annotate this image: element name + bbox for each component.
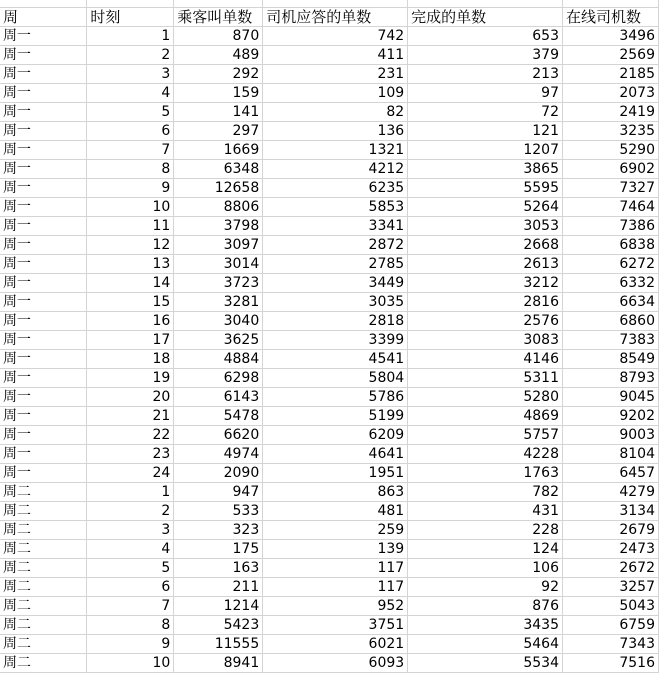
- value-cell[interactable]: 18: [87, 350, 174, 369]
- value-cell[interactable]: 16: [87, 312, 174, 331]
- value-cell[interactable]: 6093: [263, 654, 408, 673]
- value-cell[interactable]: 947: [174, 483, 263, 502]
- day-cell[interactable]: 周二: [0, 521, 87, 540]
- value-cell[interactable]: 228: [408, 521, 563, 540]
- value-cell[interactable]: 11555: [174, 635, 263, 654]
- value-cell[interactable]: 3257: [563, 578, 659, 597]
- day-cell[interactable]: 周一: [0, 369, 87, 388]
- value-cell[interactable]: 6902: [563, 160, 659, 179]
- empty-cell[interactable]: [563, 0, 659, 8]
- value-cell[interactable]: 379: [408, 46, 563, 65]
- day-cell[interactable]: 周二: [0, 559, 87, 578]
- value-cell[interactable]: 6235: [263, 179, 408, 198]
- value-cell[interactable]: 121: [408, 122, 563, 141]
- header-cell[interactable]: 完成的单数: [408, 8, 563, 27]
- value-cell[interactable]: 3040: [174, 312, 263, 331]
- day-cell[interactable]: 周二: [0, 502, 87, 521]
- value-cell[interactable]: 3399: [263, 331, 408, 350]
- value-cell[interactable]: 231: [263, 65, 408, 84]
- table-row: [0, 426, 659, 445]
- value-cell[interactable]: 3449: [263, 274, 408, 293]
- value-cell[interactable]: 9: [87, 635, 174, 654]
- table-row: [0, 46, 659, 65]
- table-row: [0, 27, 659, 46]
- value-cell[interactable]: 5478: [174, 407, 263, 426]
- value-cell[interactable]: 323: [174, 521, 263, 540]
- day-cell[interactable]: 周一: [0, 388, 87, 407]
- value-cell[interactable]: 22: [87, 426, 174, 445]
- value-cell[interactable]: 8: [87, 160, 174, 179]
- value-cell[interactable]: 109: [263, 84, 408, 103]
- value-cell[interactable]: 1: [87, 483, 174, 502]
- value-cell[interactable]: 213: [408, 65, 563, 84]
- value-cell[interactable]: 6838: [563, 236, 659, 255]
- value-cell[interactable]: 10: [87, 654, 174, 673]
- value-cell[interactable]: 8549: [563, 350, 659, 369]
- value-cell[interactable]: 6: [87, 122, 174, 141]
- value-cell[interactable]: 24: [87, 464, 174, 483]
- value-cell[interactable]: 431: [408, 502, 563, 521]
- table-row: [0, 274, 659, 293]
- value-cell[interactable]: 5043: [563, 597, 659, 616]
- day-cell[interactable]: 周一: [0, 179, 87, 198]
- value-cell[interactable]: 3496: [563, 27, 659, 46]
- table-row: [0, 84, 659, 103]
- value-cell[interactable]: 2818: [263, 312, 408, 331]
- value-cell[interactable]: 5: [87, 559, 174, 578]
- value-cell[interactable]: 2: [87, 46, 174, 65]
- value-cell[interactable]: 3053: [408, 217, 563, 236]
- day-cell[interactable]: 周一: [0, 122, 87, 141]
- value-cell[interactable]: 7: [87, 141, 174, 160]
- table-row: [0, 388, 659, 407]
- value-cell[interactable]: 117: [263, 559, 408, 578]
- value-cell[interactable]: 4641: [263, 445, 408, 464]
- value-cell[interactable]: 297: [174, 122, 263, 141]
- value-cell[interactable]: 292: [174, 65, 263, 84]
- value-cell[interactable]: 10: [87, 198, 174, 217]
- day-cell[interactable]: 周一: [0, 46, 87, 65]
- value-cell[interactable]: 4146: [408, 350, 563, 369]
- table-row: [0, 103, 659, 122]
- table-row: [0, 578, 659, 597]
- value-cell[interactable]: 3: [87, 521, 174, 540]
- day-cell[interactable]: 周一: [0, 407, 87, 426]
- value-cell[interactable]: 7: [87, 597, 174, 616]
- day-cell[interactable]: 周一: [0, 141, 87, 160]
- day-cell[interactable]: 周一: [0, 445, 87, 464]
- value-cell[interactable]: 14: [87, 274, 174, 293]
- value-cell[interactable]: 3035: [263, 293, 408, 312]
- value-cell[interactable]: 863: [263, 483, 408, 502]
- day-cell[interactable]: 周一: [0, 274, 87, 293]
- value-cell[interactable]: 7343: [563, 635, 659, 654]
- day-cell[interactable]: 周二: [0, 616, 87, 635]
- value-cell[interactable]: 12658: [174, 179, 263, 198]
- table-row: [0, 141, 659, 160]
- table-row: [0, 597, 659, 616]
- value-cell[interactable]: 4869: [408, 407, 563, 426]
- table-row: [0, 312, 659, 331]
- value-cell[interactable]: 6457: [563, 464, 659, 483]
- day-cell[interactable]: 周二: [0, 597, 87, 616]
- value-cell[interactable]: 8941: [174, 654, 263, 673]
- value-cell[interactable]: 5290: [563, 141, 659, 160]
- value-cell[interactable]: 3014: [174, 255, 263, 274]
- value-cell[interactable]: 2872: [263, 236, 408, 255]
- value-cell[interactable]: 5853: [263, 198, 408, 217]
- value-cell[interactable]: 952: [263, 597, 408, 616]
- partial-row: [0, 0, 659, 8]
- day-cell[interactable]: 周一: [0, 293, 87, 312]
- value-cell[interactable]: 3212: [408, 274, 563, 293]
- day-cell[interactable]: 周一: [0, 217, 87, 236]
- value-cell[interactable]: 6348: [174, 160, 263, 179]
- value-cell[interactable]: 3435: [408, 616, 563, 635]
- value-cell[interactable]: 3083: [408, 331, 563, 350]
- value-cell[interactable]: 124: [408, 540, 563, 559]
- value-cell[interactable]: 7327: [563, 179, 659, 198]
- value-cell[interactable]: 4: [87, 84, 174, 103]
- value-cell[interactable]: 742: [263, 27, 408, 46]
- value-cell[interactable]: 1: [87, 27, 174, 46]
- value-cell[interactable]: 6634: [563, 293, 659, 312]
- value-cell[interactable]: 1669: [174, 141, 263, 160]
- table-row: [0, 217, 659, 236]
- day-cell[interactable]: 周一: [0, 236, 87, 255]
- day-cell[interactable]: 周一: [0, 312, 87, 331]
- value-cell[interactable]: 1207: [408, 141, 563, 160]
- day-cell[interactable]: 周一: [0, 103, 87, 122]
- value-cell[interactable]: 6860: [563, 312, 659, 331]
- header-row: [0, 8, 659, 27]
- day-cell[interactable]: 周二: [0, 483, 87, 502]
- table-row: [0, 521, 659, 540]
- value-cell[interactable]: 533: [174, 502, 263, 521]
- value-cell[interactable]: 20: [87, 388, 174, 407]
- value-cell[interactable]: 21: [87, 407, 174, 426]
- value-cell[interactable]: 117: [263, 578, 408, 597]
- day-cell[interactable]: 周二: [0, 654, 87, 673]
- table-row: [0, 483, 659, 502]
- value-cell[interactable]: 3341: [263, 217, 408, 236]
- day-cell[interactable]: 周一: [0, 198, 87, 217]
- table-row: [0, 65, 659, 84]
- day-cell[interactable]: 周二: [0, 578, 87, 597]
- value-cell[interactable]: 481: [263, 502, 408, 521]
- value-cell[interactable]: 870: [174, 27, 263, 46]
- value-cell[interactable]: 1321: [263, 141, 408, 160]
- value-cell[interactable]: 7516: [563, 654, 659, 673]
- value-cell[interactable]: 159: [174, 84, 263, 103]
- header-cell[interactable]: 司机应答的单数: [263, 8, 408, 27]
- value-cell[interactable]: 1951: [263, 464, 408, 483]
- table-row: [0, 369, 659, 388]
- value-cell[interactable]: 2679: [563, 521, 659, 540]
- value-cell[interactable]: 6298: [174, 369, 263, 388]
- value-cell[interactable]: 259: [263, 521, 408, 540]
- value-cell[interactable]: 141: [174, 103, 263, 122]
- value-cell[interactable]: 106: [408, 559, 563, 578]
- value-cell[interactable]: 2073: [563, 84, 659, 103]
- value-cell[interactable]: 5: [87, 103, 174, 122]
- table-row: [0, 407, 659, 426]
- empty-cell[interactable]: [0, 0, 87, 8]
- table-row: [0, 255, 659, 274]
- value-cell[interactable]: 3625: [174, 331, 263, 350]
- empty-cell[interactable]: [408, 0, 563, 8]
- value-cell[interactable]: 11: [87, 217, 174, 236]
- value-cell[interactable]: 6620: [174, 426, 263, 445]
- value-cell[interactable]: 1763: [408, 464, 563, 483]
- empty-cell[interactable]: [87, 0, 174, 8]
- value-cell[interactable]: 3134: [563, 502, 659, 521]
- value-cell[interactable]: 4279: [563, 483, 659, 502]
- table-row: [0, 616, 659, 635]
- value-cell[interactable]: 6: [87, 578, 174, 597]
- day-cell[interactable]: 周一: [0, 464, 87, 483]
- value-cell[interactable]: 19: [87, 369, 174, 388]
- value-cell[interactable]: 139: [263, 540, 408, 559]
- table-row: [0, 179, 659, 198]
- day-cell[interactable]: 周一: [0, 350, 87, 369]
- value-cell[interactable]: 3865: [408, 160, 563, 179]
- value-cell[interactable]: 3281: [174, 293, 263, 312]
- value-cell[interactable]: 9: [87, 179, 174, 198]
- day-cell[interactable]: 周一: [0, 84, 87, 103]
- value-cell[interactable]: 12: [87, 236, 174, 255]
- value-cell[interactable]: 3798: [174, 217, 263, 236]
- table-row: [0, 559, 659, 578]
- value-cell[interactable]: 15: [87, 293, 174, 312]
- table-row: [0, 198, 659, 217]
- value-cell[interactable]: 6209: [263, 426, 408, 445]
- value-cell[interactable]: 2419: [563, 103, 659, 122]
- empty-cell[interactable]: [174, 0, 263, 8]
- value-cell[interactable]: 163: [174, 559, 263, 578]
- value-cell[interactable]: 5757: [408, 426, 563, 445]
- value-cell[interactable]: 72: [408, 103, 563, 122]
- value-cell[interactable]: 92: [408, 578, 563, 597]
- value-cell[interactable]: 9202: [563, 407, 659, 426]
- value-cell[interactable]: 6021: [263, 635, 408, 654]
- value-cell[interactable]: 9003: [563, 426, 659, 445]
- value-cell[interactable]: 175: [174, 540, 263, 559]
- value-cell[interactable]: 2569: [563, 46, 659, 65]
- value-cell[interactable]: 5595: [408, 179, 563, 198]
- table-row: [0, 654, 659, 673]
- day-cell[interactable]: 周一: [0, 65, 87, 84]
- value-cell[interactable]: 4884: [174, 350, 263, 369]
- value-cell[interactable]: 6272: [563, 255, 659, 274]
- table-row: [0, 635, 659, 654]
- value-cell[interactable]: 7464: [563, 198, 659, 217]
- value-cell[interactable]: 2668: [408, 236, 563, 255]
- day-cell[interactable]: 周一: [0, 426, 87, 445]
- value-cell[interactable]: 4: [87, 540, 174, 559]
- value-cell[interactable]: 97: [408, 84, 563, 103]
- value-cell[interactable]: 1214: [174, 597, 263, 616]
- table-row: [0, 540, 659, 559]
- day-cell[interactable]: 周二: [0, 635, 87, 654]
- value-cell[interactable]: 5199: [263, 407, 408, 426]
- value-cell[interactable]: 8: [87, 616, 174, 635]
- value-cell[interactable]: 411: [263, 46, 408, 65]
- table-row: [0, 350, 659, 369]
- value-cell[interactable]: 653: [408, 27, 563, 46]
- value-cell[interactable]: 489: [174, 46, 263, 65]
- value-cell[interactable]: 6759: [563, 616, 659, 635]
- day-cell[interactable]: 周一: [0, 331, 87, 350]
- table-row: [0, 122, 659, 141]
- day-cell[interactable]: 周二: [0, 540, 87, 559]
- value-cell[interactable]: 2785: [263, 255, 408, 274]
- value-cell[interactable]: 5264: [408, 198, 563, 217]
- value-cell[interactable]: 211: [174, 578, 263, 597]
- header-cell[interactable]: 周: [0, 8, 87, 27]
- value-cell[interactable]: 876: [408, 597, 563, 616]
- header-cell[interactable]: 乘客叫单数: [174, 8, 263, 27]
- table-row: [0, 236, 659, 255]
- value-cell[interactable]: 4974: [174, 445, 263, 464]
- value-cell[interactable]: 3751: [263, 616, 408, 635]
- day-cell[interactable]: 周一: [0, 27, 87, 46]
- value-cell[interactable]: 7383: [563, 331, 659, 350]
- table-row: [0, 502, 659, 521]
- value-cell[interactable]: 8806: [174, 198, 263, 217]
- value-cell[interactable]: 2672: [563, 559, 659, 578]
- value-cell[interactable]: 3723: [174, 274, 263, 293]
- day-cell[interactable]: 周一: [0, 255, 87, 274]
- value-cell[interactable]: 13: [87, 255, 174, 274]
- value-cell[interactable]: 2090: [174, 464, 263, 483]
- value-cell[interactable]: 2473: [563, 540, 659, 559]
- value-cell[interactable]: 5804: [263, 369, 408, 388]
- value-cell[interactable]: 8793: [563, 369, 659, 388]
- value-cell[interactable]: 82: [263, 103, 408, 122]
- value-cell[interactable]: 6332: [563, 274, 659, 293]
- value-cell[interactable]: 3: [87, 65, 174, 84]
- table-row: [0, 464, 659, 483]
- value-cell[interactable]: 4541: [263, 350, 408, 369]
- header-cell[interactable]: 在线司机数: [563, 8, 659, 27]
- value-cell[interactable]: 5311: [408, 369, 563, 388]
- value-cell[interactable]: 2: [87, 502, 174, 521]
- value-cell[interactable]: 2185: [563, 65, 659, 84]
- value-cell[interactable]: 2613: [408, 255, 563, 274]
- value-cell[interactable]: 3097: [174, 236, 263, 255]
- value-cell[interactable]: 136: [263, 122, 408, 141]
- value-cell[interactable]: 8104: [563, 445, 659, 464]
- value-cell[interactable]: 23: [87, 445, 174, 464]
- table-row: [0, 445, 659, 464]
- day-cell[interactable]: 周一: [0, 160, 87, 179]
- header-cell[interactable]: 时刻: [87, 8, 174, 27]
- value-cell[interactable]: 5786: [263, 388, 408, 407]
- value-cell[interactable]: 5423: [174, 616, 263, 635]
- value-cell[interactable]: 6143: [174, 388, 263, 407]
- table-row: [0, 160, 659, 179]
- value-cell[interactable]: 2576: [408, 312, 563, 331]
- value-cell[interactable]: 7386: [563, 217, 659, 236]
- value-cell[interactable]: 5280: [408, 388, 563, 407]
- value-cell[interactable]: 5464: [408, 635, 563, 654]
- value-cell[interactable]: 3235: [563, 122, 659, 141]
- table-row: [0, 331, 659, 350]
- value-cell[interactable]: 2816: [408, 293, 563, 312]
- value-cell[interactable]: 4228: [408, 445, 563, 464]
- table-row: [0, 293, 659, 312]
- value-cell[interactable]: 17: [87, 331, 174, 350]
- empty-cell[interactable]: [263, 0, 408, 8]
- value-cell[interactable]: 782: [408, 483, 563, 502]
- value-cell[interactable]: 5534: [408, 654, 563, 673]
- value-cell[interactable]: 4212: [263, 160, 408, 179]
- value-cell[interactable]: 9045: [563, 388, 659, 407]
